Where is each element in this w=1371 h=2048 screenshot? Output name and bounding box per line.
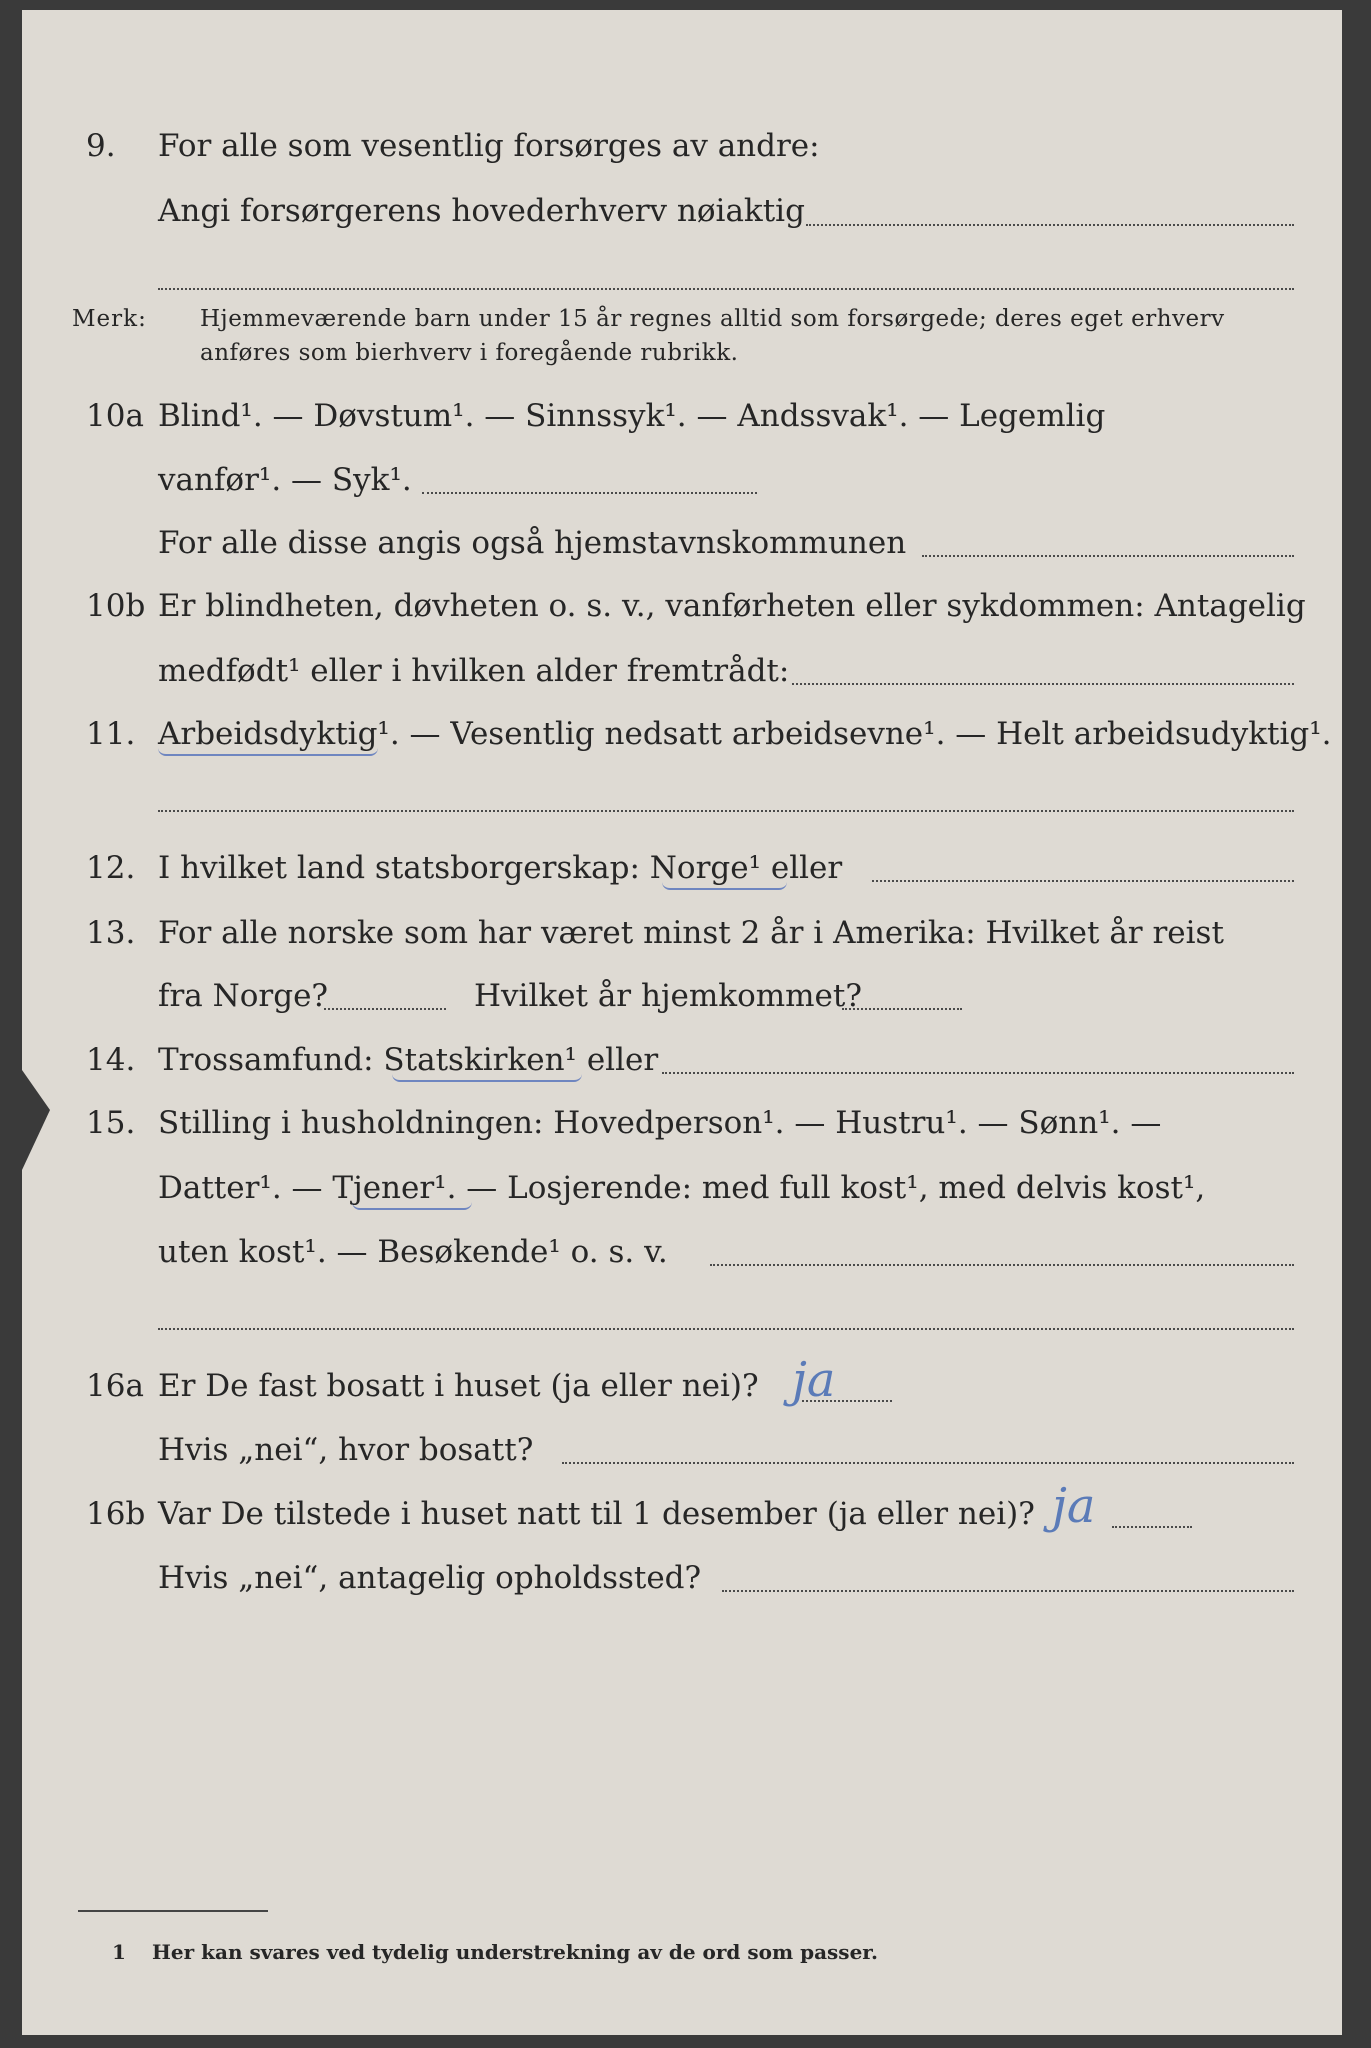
question-text: For alle som vesentlig forsørges av andre: xyxy=(158,128,820,164)
question-text: vanfør¹. — Syk¹. xyxy=(158,462,412,498)
question-text: Er blindheten, døvheten o. s. v., vanførheten eller sykdommen: Antagelig xyxy=(158,588,1306,624)
question-text: Stilling i husholdningen: Hovedperson¹. — Hustru¹. — Sønn¹. — xyxy=(158,1105,1162,1141)
question-number: 10a xyxy=(86,398,144,434)
answer-line[interactable] xyxy=(324,1008,446,1010)
answer-line[interactable] xyxy=(722,1590,1294,1592)
answer-line[interactable] xyxy=(422,492,757,494)
question-text: Er De fast bosatt i huset (ja eller nei)? xyxy=(158,1368,759,1404)
answer-line[interactable] xyxy=(662,1072,1294,1074)
handwritten-answer[interactable]: ja xyxy=(1052,1478,1096,1534)
footnote-mark: 1 xyxy=(112,1940,126,1964)
question-text: Var De tilstede i huset natt til 1 desember (ja eller nei)? xyxy=(158,1496,1035,1532)
question-number: 14. xyxy=(86,1042,136,1078)
answer-line[interactable] xyxy=(158,1328,1294,1330)
question-number: 16b xyxy=(86,1496,146,1532)
handwritten-answer[interactable]: ja xyxy=(792,1352,836,1408)
question-text: Hvis „nei“, antagelig opholdssted? xyxy=(158,1560,702,1596)
question-text: Hvilket år hjemkommet? xyxy=(474,978,862,1014)
question-number: 12. xyxy=(86,850,136,886)
answer-line[interactable] xyxy=(922,555,1294,557)
question-text: fra Norge? xyxy=(158,978,329,1014)
note-label: Merk: xyxy=(72,306,147,332)
question-text: For alle norske som har været minst 2 år i Amerika: Hvilket år reist xyxy=(158,915,1224,951)
answer-underline-tjener xyxy=(352,1202,472,1210)
answer-underline-norge xyxy=(662,882,787,890)
question-text: Trossamfund: Statskirken¹ eller xyxy=(158,1042,659,1078)
question-text: Hvis „nei“, hvor bosatt? xyxy=(158,1432,534,1468)
answer-line[interactable] xyxy=(802,1400,892,1402)
answer-underline-statskirken xyxy=(392,1074,582,1082)
question-number: 16a xyxy=(86,1368,144,1404)
answer-line[interactable] xyxy=(806,224,1294,226)
answer-line[interactable] xyxy=(792,683,1294,685)
question-text: medfødt¹ eller i hvilken alder fremtrådt: xyxy=(158,653,790,689)
question-number: 15. xyxy=(86,1105,136,1141)
answer-line[interactable] xyxy=(158,288,1294,290)
footnote-divider xyxy=(78,1910,268,1912)
question-number: 9. xyxy=(86,128,116,164)
census-form-page xyxy=(22,10,1342,2035)
answer-underline-arbeidsdyktig xyxy=(158,748,378,756)
question-text: I hvilket land statsborgerskap: Norge¹ eller xyxy=(158,850,843,886)
question-text: uten kost¹. — Besøkende¹ o. s. v. xyxy=(158,1234,668,1270)
note-text: anføres som bierhverv i foregående rubrikk. xyxy=(200,340,739,366)
answer-line[interactable] xyxy=(842,1008,962,1010)
question-text: Datter¹. — Tjener¹. — Losjerende: med full kost¹, med delvis kost¹, xyxy=(158,1170,1206,1206)
answer-line[interactable] xyxy=(562,1462,1294,1464)
answer-line[interactable] xyxy=(1112,1526,1192,1528)
note-text: Hjemmeværende barn under 15 år regnes alltid som forsørgede; deres eget erhverv xyxy=(200,306,1225,332)
question-number: 13. xyxy=(86,915,136,951)
question-text: Arbeidsdyktig¹. — Vesentlig nedsatt arbeidsevne¹. — Helt arbeidsudyktig¹. xyxy=(158,716,1332,752)
question-number: 11. xyxy=(86,716,136,752)
answer-line[interactable] xyxy=(710,1264,1294,1266)
question-text: Angi forsørgerens hovederhverv nøiaktig xyxy=(158,193,805,229)
question-number: 10b xyxy=(86,588,146,624)
answer-line[interactable] xyxy=(158,810,1294,812)
question-text: Blind¹. — Døvstum¹. — Sinnssyk¹. — Andssvak¹. — Legemlig xyxy=(158,398,1106,434)
answer-line[interactable] xyxy=(872,880,1294,882)
footnote-text: Her kan svares ved tydelig understrekning av de ord som passer. xyxy=(152,1940,878,1964)
question-text: For alle disse angis også hjemstavnskommunen xyxy=(158,525,907,561)
